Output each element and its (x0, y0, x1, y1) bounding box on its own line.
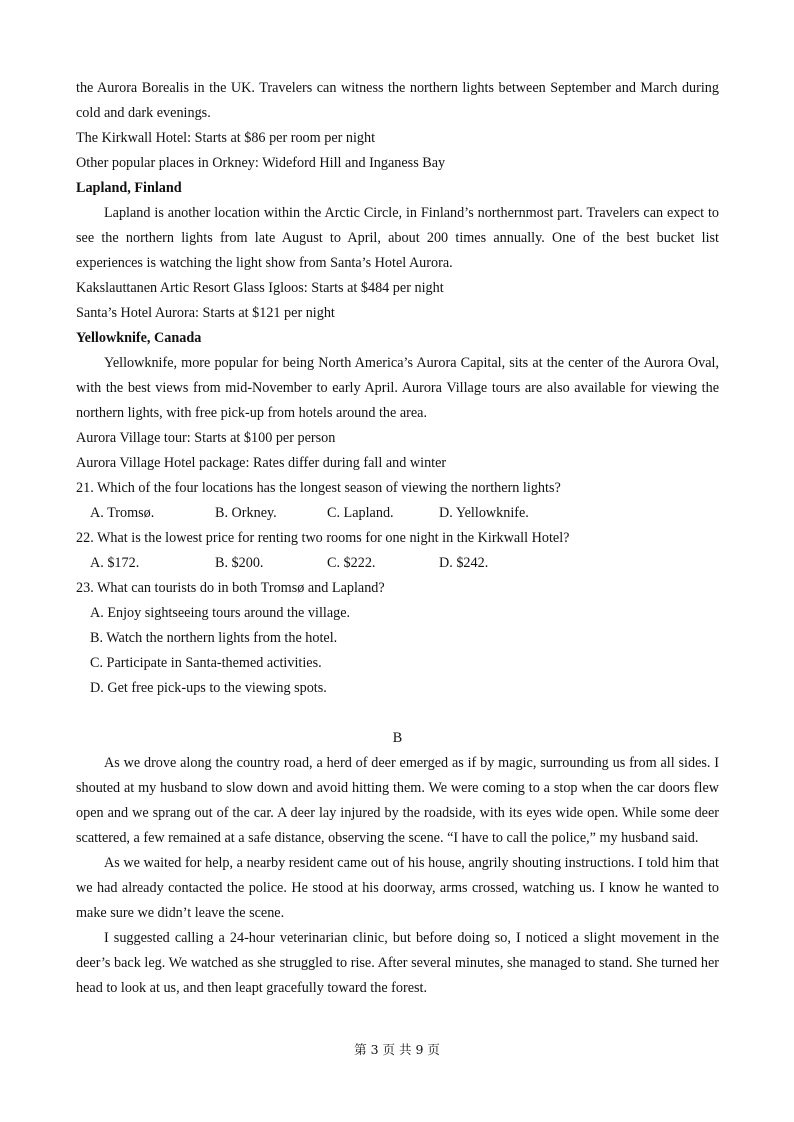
question-22-options (76, 551, 719, 576)
q21-option-d: D. Yellowknife. (439, 505, 529, 521)
question-22-stem: 22. What is the lowest price for renting two rooms for one night in the Kirkwall Hotel? (76, 530, 570, 546)
question-21-options (76, 501, 719, 526)
question-23-stem: 23. What can tourists do in both Tromsø and Lapland? (76, 580, 385, 596)
kirkwall-price: The Kirkwall Hotel: Starts at $86 per room per night (76, 130, 376, 146)
section-b-paragraph-3: I suggested calling a 24-hour veterinarian clinic, but before doing so, I noticed a slight movement in the deer’s back leg. We watched as she struggled to rise. After several minutes, she managed to stand. She turned her head to look at us, and then leapt gracefully toward the forest. (76, 930, 719, 996)
q22-option-b: B. $200. (215, 555, 264, 571)
question-21-stem: 21. Which of the four locations has the longest season of viewing the northern lights? (76, 480, 561, 496)
q22-option-a: A. $172. (90, 555, 140, 571)
page-content (76, 76, 719, 1001)
lapland-price-2: Santa’s Hotel Aurora: Starts at $121 per night (76, 305, 335, 321)
lapland-heading: Lapland, Finland (76, 180, 182, 196)
q23-option-a: A. Enjoy sightseeing tours around the village. (90, 605, 351, 621)
page-number-footer: 第 3 页 共 9 页 (354, 1042, 440, 1057)
q23-option-d: D. Get free pick-ups to the viewing spots. (90, 680, 327, 696)
yellowknife-heading: Yellowknife, Canada (76, 330, 202, 346)
q22-option-d: D. $242. (439, 555, 489, 571)
lapland-price-1: Kakslauttanen Artic Resort Glass Igloos: Starts at $484 per night (76, 280, 444, 296)
section-b-paragraph-2: As we waited for help, a nearby resident came out of his house, angrily shouting instructions. I told him that we had already contacted the police. He stood at his doorway, arms crossed, watching us. I know he wanted to make sure we didn’t leave the scene. (76, 855, 719, 921)
yellowknife-text: Yellowknife, more popular for being North America’s Aurora Capital, sits at the center of the Aurora Oval, with the best views from mid-November to early April. Aurora Village tours are also available for viewing the northern lights, with free pick-up from hotels around the area. (76, 355, 719, 421)
yellowknife-price-2: Aurora Village Hotel package: Rates differ during fall and winter (76, 455, 447, 471)
orkney-text: the Aurora Borealis in the UK. Travelers can witness the northern lights between September and March during cold and dark evenings. (76, 80, 719, 121)
yellowknife-price-1: Aurora Village tour: Starts at $100 per person (76, 430, 336, 446)
q21-option-c: C. Lapland. (327, 505, 394, 521)
orkney-places: Other popular places in Orkney: Wideford Hill and Inganess Bay (76, 155, 446, 171)
q23-option-b: B. Watch the northern lights from the hotel. (90, 630, 338, 646)
q21-option-a: A. Tromsø. (90, 505, 155, 521)
section-b-letter: B (392, 730, 403, 746)
q23-option-c: C. Participate in Santa-themed activities. (90, 655, 322, 671)
q21-option-b: B. Orkney. (215, 505, 277, 521)
q22-option-c: C. $222. (327, 555, 376, 571)
section-b-paragraph-1: As we drove along the country road, a herd of deer emerged as if by magic, surrounding us from all sides. I shouted at my husband to slow down and avoid hitting them. We were coming to a stop when the car doors flew open and we sprang out of the car. A deer lay injured by the roadside, with its eyes wide open. While some deer scattered, a few remained at a safe distance, observing the scene. “I have to call the police,” my husband said. (76, 755, 719, 846)
lapland-text: Lapland is another location within the Arctic Circle, in Finland’s northernmost part. Travelers can expect to see the northern lights from late August to April, about 200 times annually. One of the best bucket list experiences is watching the light show from Santa’s Hotel Aurora. (76, 205, 719, 271)
